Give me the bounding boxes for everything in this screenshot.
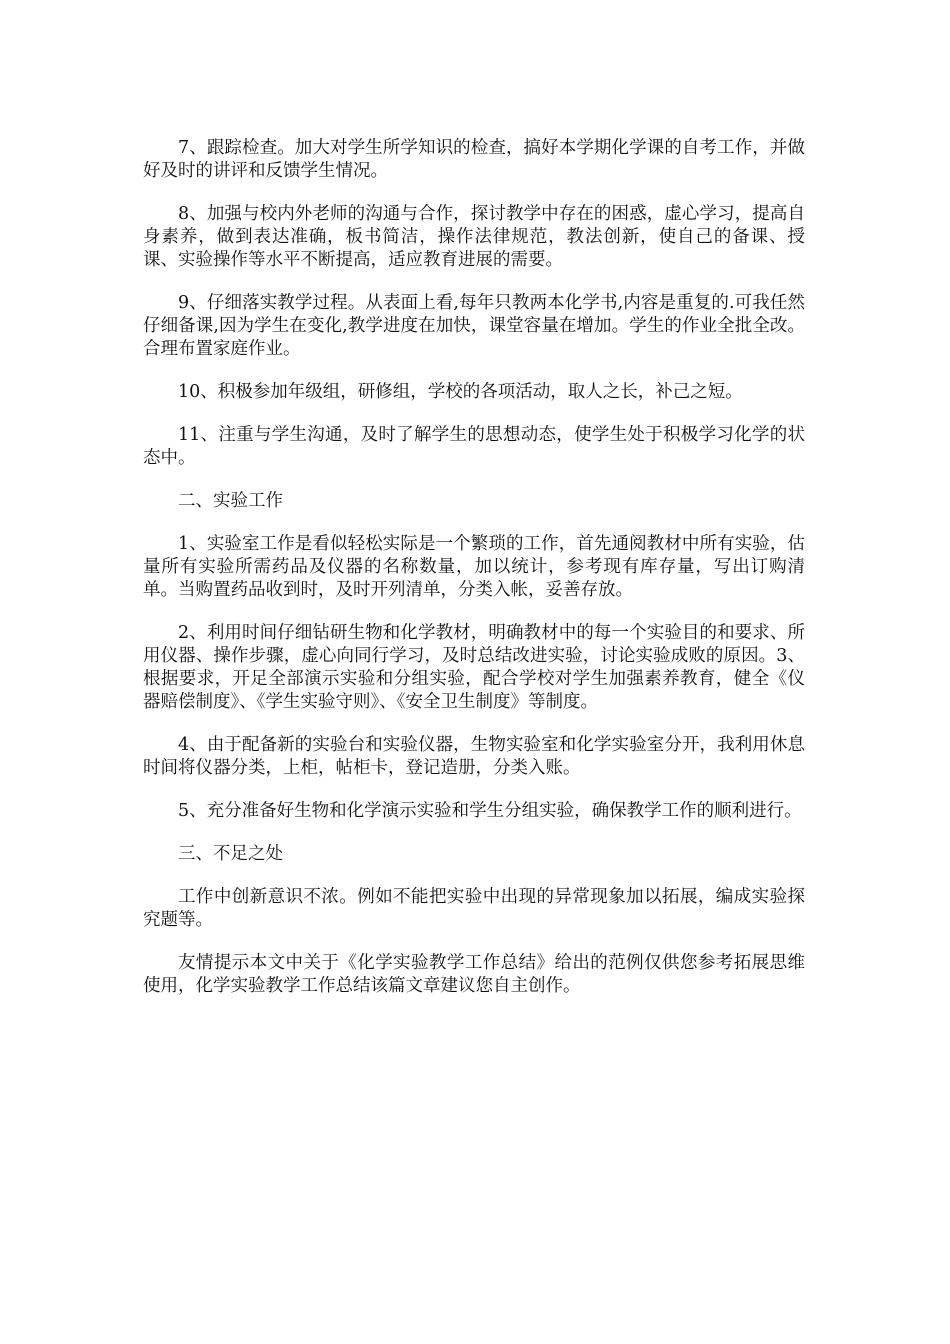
- document-body: [143, 137, 805, 1018]
- paragraph-lab-item-4: 4、由于配备新的实验台和实验仪器，生物实验室和化学实验室分开，我利用休息时间将仪器分类，上柜，帖柜卡，登记造册，分类入账。: [143, 735, 805, 778]
- section-heading-shortcomings: 三、不足之处: [178, 844, 283, 864]
- paragraph-lab-item-2-3: 2、利用时间仔细钻研生物和化学教材，明确教材中的每一个实验目的和要求、所用仪器、操作步骤，虚心向同行学习，及时总结改进实验，讨论实验成败的原因。3、根据要求，开足全部演示实验和分组实验，配合学校对学生加强素养教育，健全《仪器赔偿制度》、《学生实验守则》、《安全卫生制度》等制度。: [143, 623, 805, 712]
- paragraph-friendly-notice: 友情提示本文中关于《化学实验教学工作总结》给出的范例仅供您参考拓展思维使用，化学实验教学工作总结该篇文章建议您自主创作。: [143, 953, 805, 996]
- paragraph-shortcomings: 工作中创新意识不浓。例如不能把实验中出现的异常现象加以拓展，编成实验探究题等。: [143, 887, 805, 930]
- section-heading-experiment-work: 二、实验工作: [178, 491, 283, 511]
- paragraph-item-11-student-communication: 11、注重与学生沟通，及时了解学生的思想动态，使学生处于积极学习化学的状态中。: [143, 425, 805, 468]
- paragraph-lab-item-5: 5、充分准备好生物和化学演示实验和学生分组实验，确保教学工作的顺利进行。: [178, 801, 802, 821]
- paragraph-item-9-teaching-process: 9、仔细落实教学过程。从表面上看,每年只教两本化学书,内容是重复的.可我任然仔细备课,因为学生在变化,教学进度在加快，课堂容量在增加。学生的作业全批全改。合理布置家庭作业。: [143, 293, 805, 359]
- paragraph-item-7-tracking-check: 7、跟踪检查。加大对学生所学知识的检查，搞好本学期化学课的自考工作，并做好及时的讲评和反馈学生情况。: [143, 138, 805, 181]
- paragraph-lab-item-1: 1、实验室工作是看似轻松实际是一个繁琐的工作，首先通阅教材中所有实验，估量所有实验所需药品及仪器的名称数量，加以统计，参考现有库存量，写出订购清单。当购置药品收到时，及时开列清单，分类入帐，妥善存放。: [143, 534, 805, 600]
- paragraph-item-8-teacher-communication: 8、加强与校内外老师的沟通与合作，探讨教学中存在的困惑，虚心学习，提高自身素养，做到表达准确，板书简洁，操作法律规范，教法创新，使自己的备课、授课、实验操作等水平不断提高，适应教育进展的需要。: [143, 204, 805, 270]
- paragraph-item-10-activities: 10、积极参加年级组，研修组，学校的各项活动，取人之长，补己之短。: [178, 382, 743, 402]
